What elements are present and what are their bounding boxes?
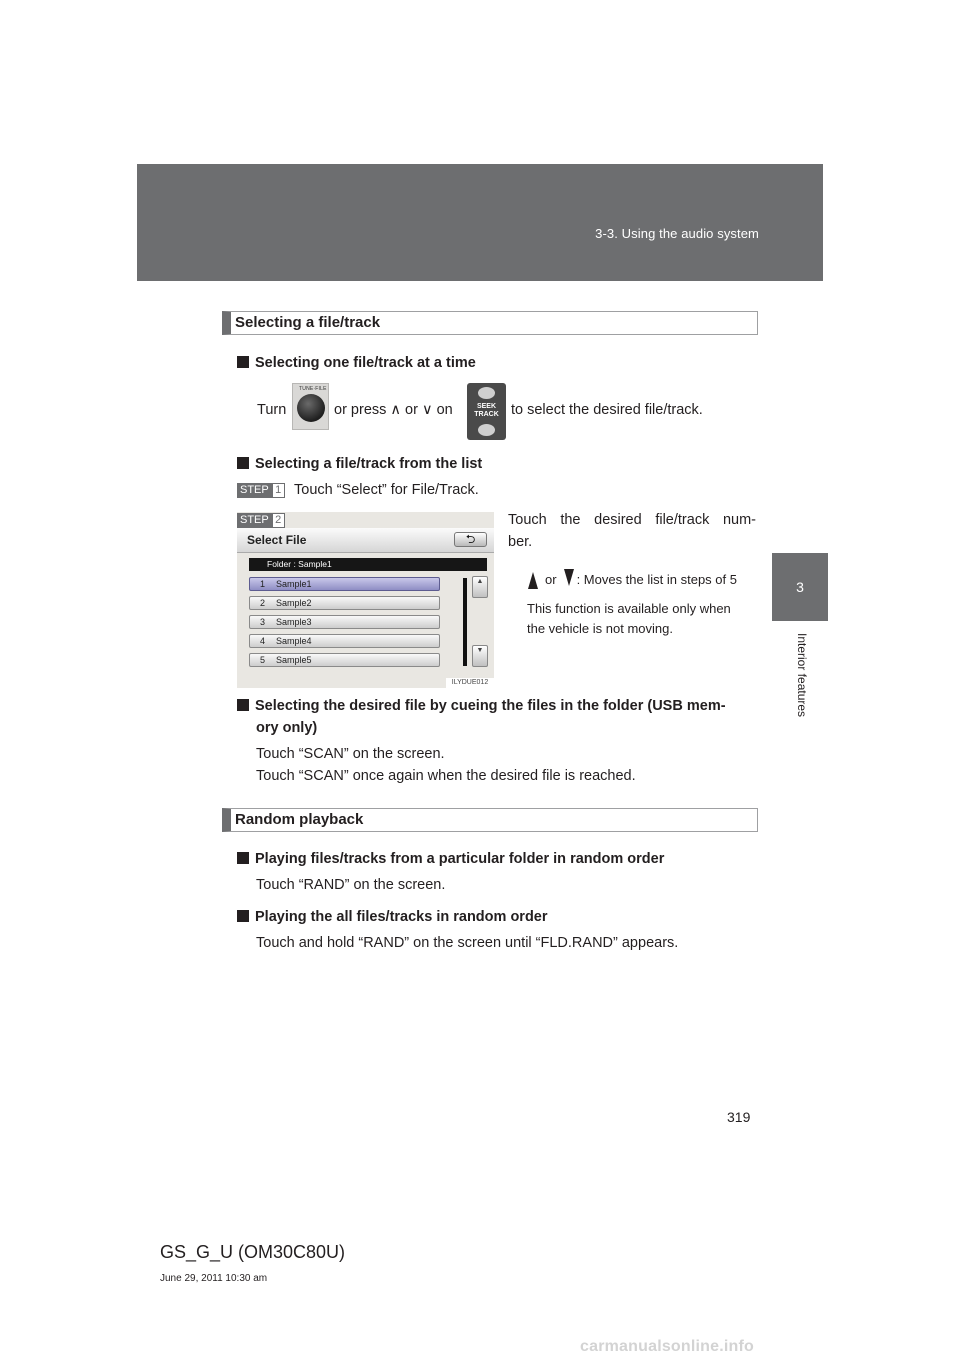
back-button[interactable]: ⮌	[454, 532, 487, 547]
rand-text: Touch “RAND” on the screen.	[256, 877, 446, 893]
image-code: ILYDUE012	[446, 678, 494, 688]
subheading-one-at-a-time: Selecting one file/track at a time	[237, 352, 476, 374]
file-row-3[interactable]: 3 Sample3	[249, 615, 440, 629]
text-to-select: to select the desired file/track.	[511, 402, 703, 418]
knob-label: TUNE·FILE	[299, 386, 327, 392]
section-title: 3-3. Using the audio system	[595, 226, 759, 241]
seek-track-button-icon	[467, 383, 506, 440]
step-1-text: Touch “Select” for File/Track.	[294, 482, 479, 498]
heading-random-playback: Random playback	[222, 808, 758, 832]
text-press: or press ∧ or ∨ on	[334, 402, 453, 418]
seek-down-icon	[478, 424, 495, 436]
down-triangle-icon	[563, 568, 575, 590]
subheading-cueing: Selecting the desired file by cueing the files in the folder (USB mem- ory only)	[237, 695, 757, 739]
file-row-1[interactable]: 1 Sample1	[249, 577, 440, 591]
square-bullet-icon	[237, 356, 249, 368]
square-bullet-icon	[237, 910, 249, 922]
step-2-text-a: Touch the desired file/track num-	[508, 512, 756, 528]
page-number: 319	[727, 1109, 751, 1125]
arrows-note: or : Moves the list in steps of 5	[527, 568, 737, 590]
header-band	[137, 164, 823, 281]
seek-label: SEEK TRACK	[474, 403, 499, 418]
step-2-text-b: ber.	[508, 534, 533, 550]
document-code: GS_G_U (OM30C80U)	[160, 1242, 346, 1262]
scan-text-2: Touch “SCAN” once again when the desired file is reached.	[256, 768, 636, 784]
subheading-random-all: Playing the all files/tracks in random order	[237, 906, 548, 928]
file-row-2[interactable]: 2 Sample2	[249, 596, 440, 610]
fld-rand-text: Touch and hold “RAND” on the screen until “FLD.RAND” appears.	[256, 935, 679, 951]
watermark[interactable]: carmanualsonline.info	[580, 1338, 755, 1355]
availability-note: This function is available only when the vehicle is not moving.	[527, 601, 731, 636]
up-triangle-icon	[527, 568, 539, 590]
screen-title-bar	[237, 528, 494, 553]
step-2-badge: STEP 2	[237, 513, 285, 528]
document-date: June 29, 2011 10:30 am	[160, 1273, 268, 1284]
step-1-badge: STEP 1	[237, 483, 285, 498]
select-file-screen	[237, 512, 494, 688]
scroll-down-button[interactable]: ▼	[472, 645, 488, 667]
scroll-track[interactable]	[463, 578, 467, 666]
seek-up-icon	[478, 387, 495, 399]
file-row-4[interactable]: 4 Sample4	[249, 634, 440, 648]
square-bullet-icon	[237, 699, 249, 711]
subheading-from-list: Selecting a file/track from the list	[237, 453, 482, 475]
text-turn: Turn	[257, 402, 287, 418]
screen-title: Select File	[247, 533, 307, 547]
folder-bar: Folder : Sample1	[249, 558, 487, 571]
file-row-5[interactable]: 5 Sample5	[249, 653, 440, 667]
knob-dial	[297, 394, 325, 422]
tune-file-knob-icon	[292, 383, 329, 430]
scroll-up-button[interactable]: ▲	[472, 576, 488, 598]
heading-selecting-file: Selecting a file/track	[222, 311, 758, 335]
chapter-tab[interactable]	[772, 553, 828, 621]
subheading-random-folder: Playing files/tracks from a particular folder in random order	[237, 848, 664, 870]
chapter-label: Interior features	[795, 633, 809, 718]
square-bullet-icon	[237, 457, 249, 469]
square-bullet-icon	[237, 852, 249, 864]
scan-text-1: Touch “SCAN” on the screen.	[256, 746, 445, 762]
chapter-number: 3	[796, 579, 804, 595]
